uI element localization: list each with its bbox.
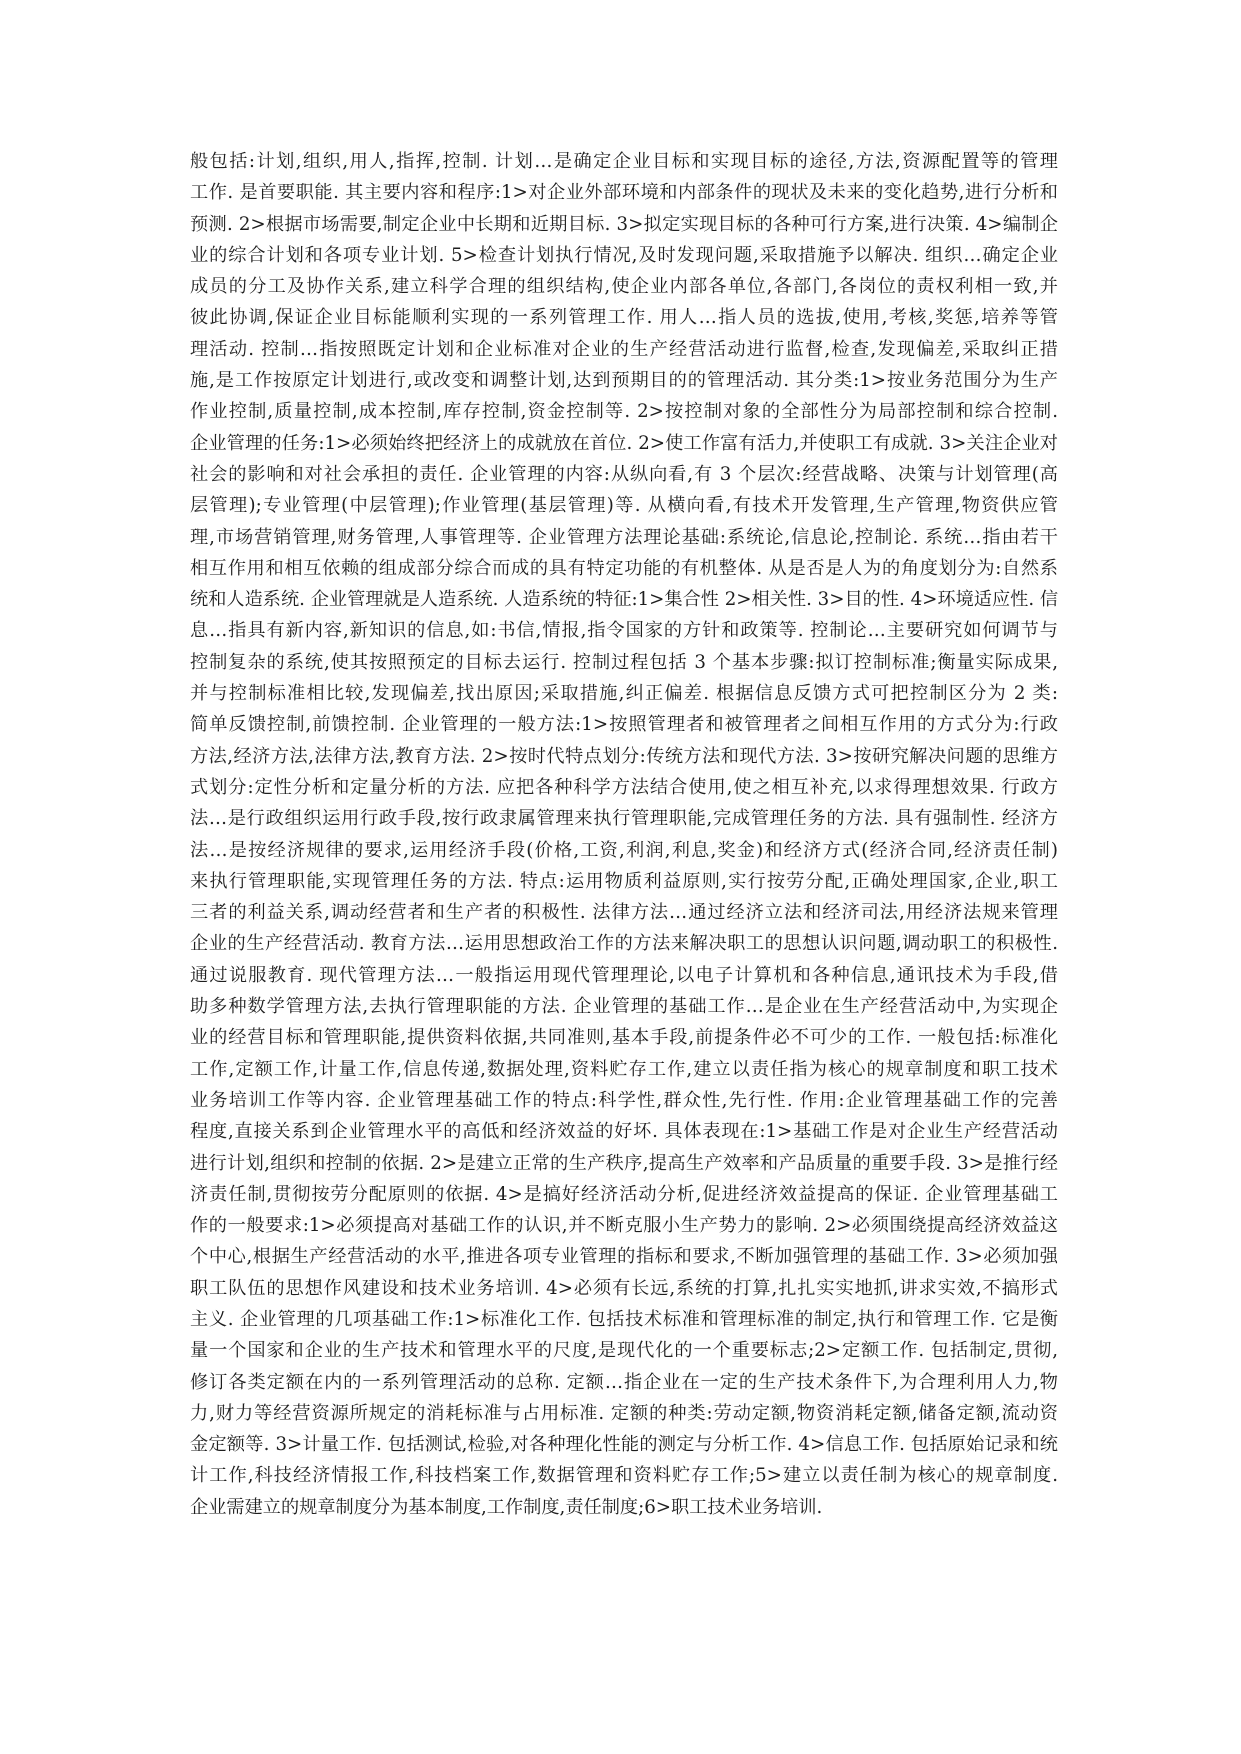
- text-line: 相互作用和相互依赖的组成部分综合而成的具有特定功能的有机整体. 从是否是人为的角度划分为:自然系: [190, 557, 1058, 579]
- text-line: 程度,直接关系到企业管理水平的高低和经济效益的好坏. 具体表现在:1>基础工作是对企业生产经营活动: [190, 1121, 1058, 1143]
- text-line: 力,财力等经营资源所规定的消耗标准与占用标准. 定额的种类:劳动定额,物资消耗定额,储备定额,流动资: [190, 1402, 1058, 1424]
- text-line: 助多种数学管理方法,去执行管理职能的方法. 企业管理的基础工作…是企业在生产经营活动中,为实现企: [190, 996, 1058, 1018]
- text-line: 进行计划,组织和控制的依据. 2>是建立正常的生产秩序,提高生产效率和产品质量的重要手段. 3>是推行经: [190, 1152, 1058, 1174]
- text-line: 工作,定额工作,计量工作,信息传递,数据处理,资料贮存工作,建立以责任指为核心的规章制度和职工技术: [190, 1058, 1058, 1080]
- text-line: 量一个国家和企业的生产技术和管理水平的尺度,是现代化的一个重要标志;2>定额工作. 包括制定,贯彻,: [190, 1340, 1058, 1362]
- text-line: 工作. 是首要职能. 其主要内容和程序:1>对企业外部环境和内部条件的现状及未来的变化趋势,进行分析和: [190, 182, 1058, 204]
- text-line: 层管理);专业管理(中层管理);作业管理(基层管理)等. 从横向看,有技术开发管理,生产管理,物资供应管: [190, 495, 1058, 517]
- text-line: 业的经营目标和管理职能,提供资料依据,共同准则,基本手段,前提条件必不可少的工作. 一般包括:标准化: [190, 1027, 1058, 1049]
- text-line: 企业管理的任务:1>必须始终把经济上的成就放在首位. 2>使工作富有活力,并使职工有成就. 3>关注企业对: [190, 432, 1058, 454]
- text-line: 济责任制,贯彻按劳分配原则的依据. 4>是搞好经济活动分析,促进经济效益提高的保证. 企业管理基础工: [190, 1183, 1058, 1205]
- text-line: 彼此协调,保证企业目标能顺利实现的一系列管理工作. 用人…指人员的选拔,使用,考核,奖惩,培养等管: [190, 307, 1058, 329]
- body-text: [190, 146, 1058, 1523]
- text-line: 法…是行政组织运用行政手段,按行政隶属管理来执行管理职能,完成管理任务的方法. 具有强制性. 经济方: [190, 808, 1058, 830]
- text-line: 作业控制,质量控制,成本控制,库存控制,资金控制等. 2>按控制对象的全部性分为局部控制和综合控制.: [190, 401, 1058, 423]
- text-line: 个中心,根据生产经营活动的水平,推进各项专业管理的指标和要求,不断加强管理的基础工作. 3>必须加强: [190, 1246, 1058, 1268]
- text-line: 理活动. 控制…指按照既定计划和企业标准对企业的生产经营活动进行监督,检查,发现偏差,采取纠正措: [190, 338, 1058, 360]
- text-line: 三者的利益关系,调动经营者和生产者的积极性. 法律方法…通过经济立法和经济司法,用经济法规来管理: [190, 902, 1058, 924]
- text-line: 成员的分工及协作关系,建立科学合理的组织结构,使企业内部各单位,各部门,各岗位的责权利相一致,并: [190, 276, 1058, 298]
- text-line: 业务培训工作等内容. 企业管理基础工作的特点:科学性,群众性,先行性. 作用:企业管理基础工作的完善: [190, 1089, 1058, 1111]
- text-line: 社会的影响和对社会承担的责任. 企业管理的内容:从纵向看,有 3 个层次:经营战略、决策与计划管理(高: [190, 463, 1058, 485]
- text-line: 通过说服教育. 现代管理方法…一般指运用现代管理理论,以电子计算机和各种信息,通讯技术为手段,借: [190, 964, 1058, 986]
- text-line: 统和人造系统. 企业管理就是人造系统. 人造系统的特征:1>集合性 2>相关性. 3>目的性. 4>环境适应性. 信: [190, 589, 1058, 611]
- text-line: 主义. 企业管理的几项基础工作:1>标准化工作. 包括技术标准和管理标准的制定,执行和管理工作. 它是衡: [190, 1308, 1058, 1330]
- text-line: 计工作,科技经济情报工作,科技档案工作,数据管理和资料贮存工作;5>建立以责任制为核心的规章制度.: [190, 1465, 1058, 1487]
- text-line: 金定额等. 3>计量工作. 包括测试,检验,对各种理化性能的测定与分析工作. 4>信息工作. 包括原始记录和统: [190, 1434, 1058, 1456]
- text-line: 式划分:定性分析和定量分析的方法. 应把各种科学方法结合使用,使之相互补充,以求得理想效果. 行政方: [190, 776, 1058, 798]
- text-line: 企业需建立的规章制度分为基本制度,工作制度,责任制度;6>职工技术业务培训.: [190, 1496, 823, 1518]
- text-line: 职工队伍的思想作风建设和技术业务培训. 4>必须有长远,系统的打算,扎扎实实地抓,讲求实效,不搞形式: [190, 1277, 1058, 1299]
- text-line: 控制复杂的系统,使其按照预定的目标去运行. 控制过程包括 3 个基本步骤:拟订控制标准;衡量实际成果,: [190, 651, 1058, 673]
- text-line: 来执行管理职能,实现管理任务的方法. 特点:运用物质利益原则,实行按劳分配,正确处理国家,企业,职工: [190, 870, 1058, 892]
- text-line: 企业的生产经营活动. 教育方法…运用思想政治工作的方法来解决职工的思想认识问题,调动职工的积极性.: [190, 933, 1058, 955]
- text-line: 般包括:计划,组织,用人,指挥,控制. 计划…是确定企业目标和实现目标的途径,方法,资源配置等的管理: [190, 151, 1058, 172]
- text-line: 预测. 2>根据市场需要,制定企业中长期和近期目标. 3>拟定实现目标的各种可行方案,进行决策. 4>编制企: [190, 213, 1058, 235]
- text-line: 法…是按经济规律的要求,运用经济手段(价格,工资,利润,利息,奖金)和经济方式(经济合同,经济责任制): [190, 839, 1058, 861]
- text-line: 息…指具有新内容,新知识的信息,如:书信,情报,指令国家的方针和政策等. 控制论…主要研究如何调节与: [190, 620, 1058, 642]
- text-line: 方法,经济方法,法律方法,教育方法. 2>按时代特点划分:传统方法和现代方法. 3>按研究解决问题的思维方: [190, 745, 1058, 767]
- text-line: 简单反馈控制,前馈控制. 企业管理的一般方法:1>按照管理者和被管理者之间相互作用的方式分为:行政: [190, 714, 1058, 736]
- text-line: 修订各类定额在内的一系列管理活动的总称. 定额…指企业在一定的生产技术条件下,为合理利用人力,物: [190, 1371, 1058, 1393]
- text-line: 施,是工作按原定计划进行,或改变和调整计划,达到预期目的的管理活动. 其分类:1>按业务范围分为生产: [190, 370, 1058, 392]
- text-line: 业的综合计划和各项专业计划. 5>检查计划执行情况,及时发现问题,采取措施予以解决. 组织…确定企业: [190, 244, 1058, 266]
- text-line: 作的一般要求:1>必须提高对基础工作的认识,并不断克服小生产势力的影响. 2>必须围绕提高经济效益这: [190, 1215, 1058, 1237]
- text-line: 并与控制标准相比较,发现偏差,找出原因;采取措施,纠正偏差. 根据信息反馈方式可把控制区分为 2 类:: [190, 683, 1058, 705]
- text-line: 理,市场营销管理,财务管理,人事管理等. 企业管理方法理论基础:系统论,信息论,控制论. 系统…指由若干: [190, 526, 1058, 548]
